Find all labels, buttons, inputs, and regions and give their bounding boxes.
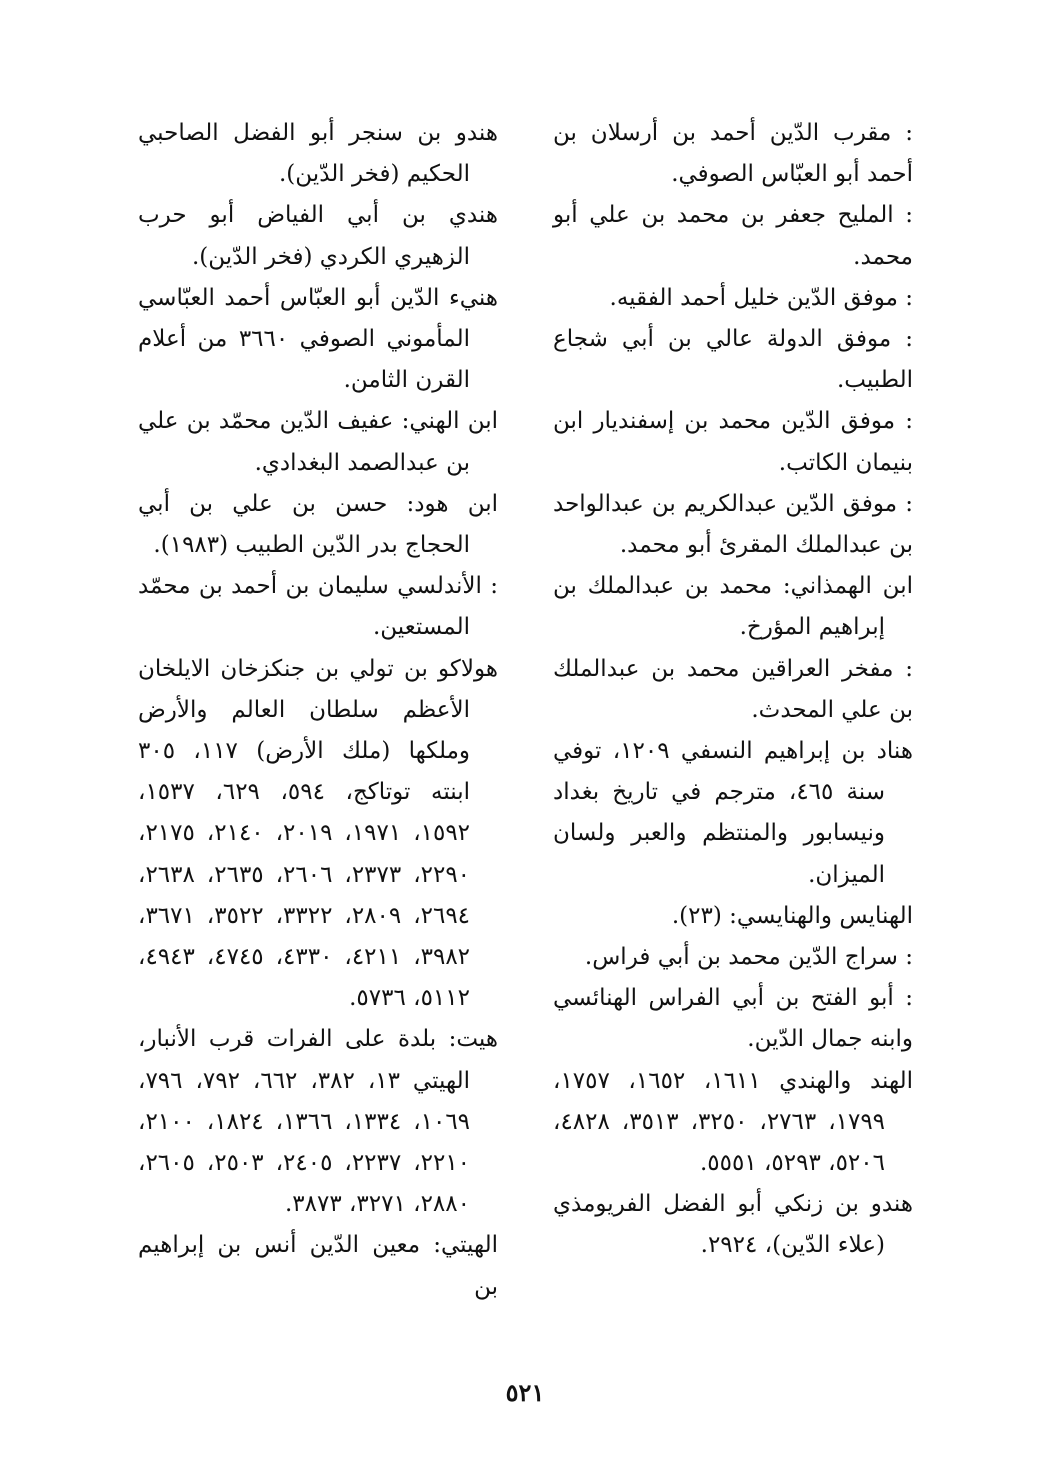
index-entry: هندو بن سنجر أبو الفضل الصاحبي الحكيم (فخر الدّين). <box>138 120 498 188</box>
index-entry: : الأندلسي سليمان بن أحمد بن محمّد المستعين. <box>138 573 498 641</box>
index-column-left <box>138 113 498 1308</box>
index-entry: هندو بن زنكي أبو الفضل الفريومذي (علاء الدّين)، ٢٩٢٤. <box>553 1191 913 1259</box>
index-entry: ابن الهني: عفيف الدّين محمّد بن علي بن عبدالصمد البغدادي. <box>138 408 498 476</box>
index-entry: : مقرب الدّين أحمد بن أرسلان بن أحمد أبو العبّاس الصوفي. <box>553 120 913 188</box>
index-entry: هولاكو بن تولي بن جنكزخان الايلخان الأعظم سلطان العالم والأرض وملكها (ملك الأرض) ١١٧، ٣٠٥ ابنته توتاكج، ٥٩٤، ٦٢٩، ١٥٣٧، ١٥٩٢، ١٩٧١، ٢٠١٩، ٢١٤٠، ٢١٧٥، ٢٢٩٠، ٢٣٧٣، ٢٦٠٦، ٢٦٣٥، ٢٦٣٨، ٢٦٩٤، ٢٨٠٩، ٣٣٢٢، ٣٥٢٢، ٣٦٧١، ٣٩٨٢، ٤٢١١، ٤٣٣٠، ٤٧٤٥، ٤٩٤٣، ٥١١٢، ٥٧٣٦. <box>138 655 498 1012</box>
index-entry: هنيء الدّين أبو العبّاس أحمد العبّاسي المأموني الصوفي ٣٦٦٠ من أعلام القرن الثامن. <box>138 284 498 394</box>
index-entry: : موفق الدّين خليل أحمد الفقيه. <box>609 284 913 311</box>
index-entry: : موفق الدولة عالي بن أبي شجاع الطبيب. <box>553 326 913 394</box>
index-entry: ابن الهمذاني: محمد بن عبدالملك بن إبراهيم المؤرخ. <box>553 573 913 641</box>
index-entry: : موفق الدّين محمد بن إسفنديار ابن بنيمان الكاتب. <box>553 408 913 476</box>
index-entry: الهند والهندي ١٦١١، ١٦٥٢، ١٧٥٧، ١٧٩٩، ٢٧٦٣، ٣٢٥٠، ٣٥١٣، ٤٨٢٨، ٥٢٠٦، ٥٢٩٣، ٥٥٥١. <box>553 1067 913 1177</box>
page-number: ٥٢١ <box>505 1378 545 1407</box>
index-column-right <box>553 113 913 1267</box>
index-entry: : أبو الفتح بن أبي الفراس الهنائسي وابنه جمال الدّين. <box>553 985 913 1053</box>
index-entry: هندي بن أبي الفياض أبو حرب الزهيري الكردي (فخر الدّين). <box>138 202 498 270</box>
index-entry: الهنايس والهنايسي: (٢٣). <box>671 902 913 929</box>
index-entry: ابن هود: حسن بن علي بن أبي الحجاج بدر الدّين الطبيب (١٩٨٣). <box>138 490 498 559</box>
index-entry: : موفق الدّين عبدالكريم بن عبدالواحد بن عبدالملك المقرئ أبو محمد. <box>553 490 913 559</box>
index-entry: : المليح جعفر بن محمد بن علي أبو محمد. <box>553 202 913 270</box>
index-entry: الهيتي: معين الدّين أنس بن إبراهيم بن <box>138 1232 498 1300</box>
index-entry: : مفخر العراقين محمد بن عبدالملك بن علي المحدث. <box>553 655 913 723</box>
index-entry: هناد بن إبراهيم النسفي ١٢٠٩، توفي سنة ٤٦٥، مترجم في تاريخ بغداد ونيسابور والمنتظم والعبر ولسان الميزان. <box>553 738 913 888</box>
index-entry: : سراج الدّين محمد بن أبي فراس. <box>584 944 913 971</box>
index-entry: هيت: بلدة على الفرات قرب الأنبار، الهيتي ١٣، ٣٨٢، ٦٦٢، ٧٩٢، ٧٩٦، ١٠٦٩، ١٣٣٤، ١٣٦٦، ١٨٢٤، ٢١٠٠، ٢٢١٠، ٢٢٣٧، ٢٤٠٥، ٢٥٠٣، ٢٦٠٥، ٢٨٨٠، ٣٢٧١، ٣٨٧٣. <box>138 1026 498 1218</box>
